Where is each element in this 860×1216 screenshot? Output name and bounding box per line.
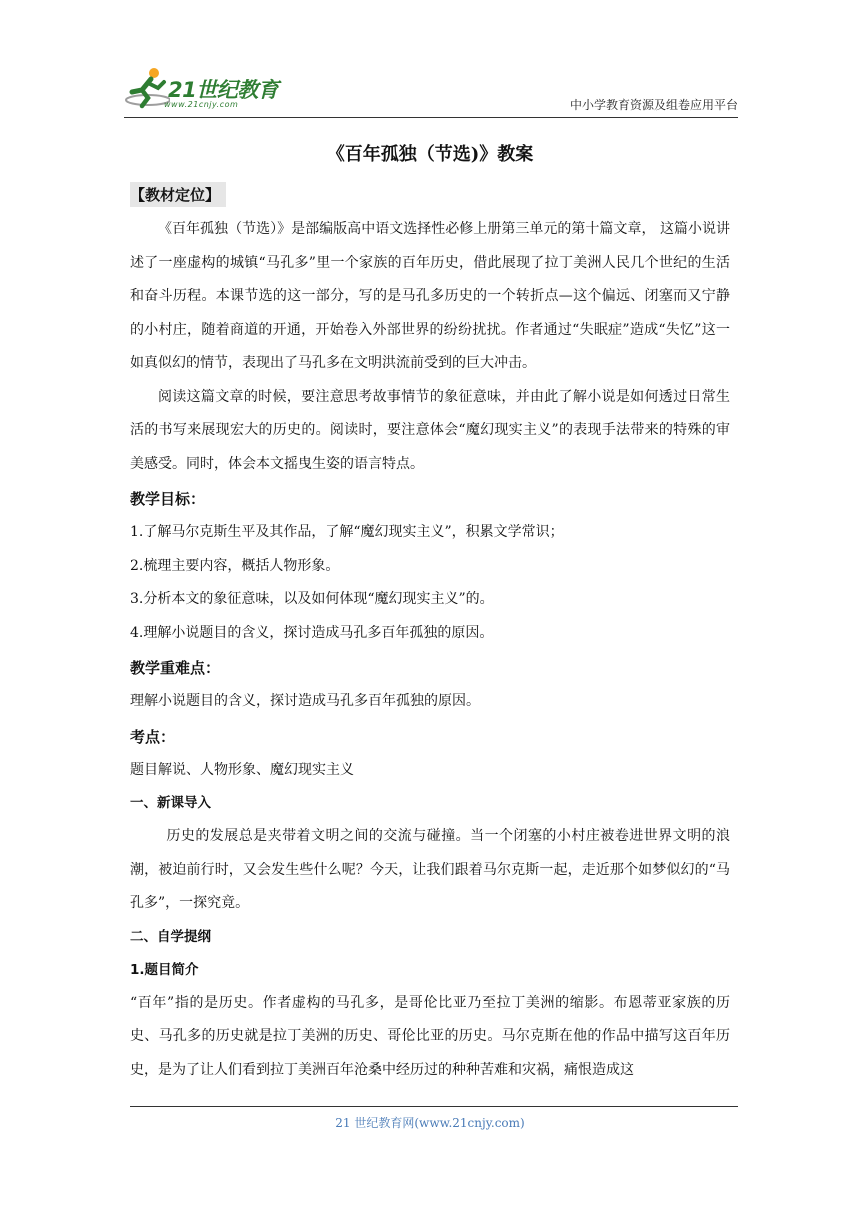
logo <box>124 66 294 114</box>
list-item: 3.分析本文的象征意味，以及如何体现“魔幻现实主义”的。 <box>130 591 494 607</box>
paragraph: 历史的发展总是夹带着文明之间的交流与碰撞。当一个闭塞的小村庄被卷进世界文明的浪潮，被迫前行时，又会发生些什么呢？今天，让我们跟着马尔克斯一起，走近那个如梦似幻的“马孔多”，一探究竟。 <box>130 828 730 911</box>
paragraph: 题目解说、人物形象、魔幻现实主义 <box>130 761 354 778</box>
section-heading-goals: 教学目标： <box>130 490 206 508</box>
paragraph: 理解小说题目的含义，探讨造成马孔多百年孤独的原因。 <box>130 693 480 709</box>
document-body <box>130 140 730 1087</box>
logo-text: 21世纪教育 <box>168 78 279 102</box>
section-heading-key-points: 教学重难点： <box>130 659 221 677</box>
list-item: 1.了解马尔克斯生平及其作品，了解“魔幻现实主义”，积累文学常识； <box>130 524 564 540</box>
section-heading-intro: 一、新课导入 <box>130 795 211 811</box>
section-heading-exam: 考点： <box>130 727 176 746</box>
paragraph: “百年”指的是历史。作者虚构的马孔多，是哥伦比亚乃至拉丁美洲的缩影。布恩蒂亚家族的历史、马孔多的历史就是拉丁美洲的历史、哥伦比亚的历史。马尔克斯在他的作品中描写这百年历史，是为了让人们看到拉丁美洲百年沧桑中经历过的种种苦难和灾祸，痛恨造成这 <box>130 994 730 1078</box>
section-heading-material: 【教材定位】 <box>130 182 226 207</box>
paragraph: 《百年孤独（节选）》是部编版高中语文选择性必修上册第三单元的第十篇文章， 这篇小说讲述了一座虚构的城镇“马孔多”里一个家族的百年历史，借此展现了拉丁美洲人民几个世纪的生活和奋斗历程。本课节选的这一部分，写的是马孔多历史的一个转折点—这个偏远、闭塞而又宁静的小村庄，随着商道的开通，开始卷入外部世界的纷纷扰扰。作者通过“失眠症”造成“失忆”这一如真似幻的情节，表现出了马孔多在文明洪流前受到的巨大冲击。 <box>130 221 730 371</box>
platform-name: 中小学教育资源及组卷应用平台 <box>569 98 738 112</box>
subsection-heading: 1.题目简介 <box>130 961 199 978</box>
paragraph: 阅读这篇文章的时候，要注意思考故事情节的象征意味，并由此了解小说是如何透过日常生活的书写来展现宏大的历史的。阅读时，要注意体会“魔幻现实主义”的表现手法带来的特殊的审美感受。同时，体会本文摇曳生姿的语言特点。 <box>130 388 730 472</box>
section-heading-study: 二、自学提纲 <box>130 928 211 945</box>
page-header <box>124 66 738 118</box>
list-item: 2.梳理主要内容，概括人物形象。 <box>130 557 340 574</box>
logo-url: www.21cnjy.com <box>164 100 239 109</box>
header-divider <box>124 117 738 118</box>
document-title: 《百年孤独（节选)》教案 <box>326 144 534 165</box>
footer-text: 21 世纪教育网(www.21cnjy.com) <box>335 1116 525 1130</box>
footer-divider <box>130 1106 738 1107</box>
list-item: 4.理解小说题目的含义，探讨造成马孔多百年孤独的原因。 <box>130 624 494 641</box>
